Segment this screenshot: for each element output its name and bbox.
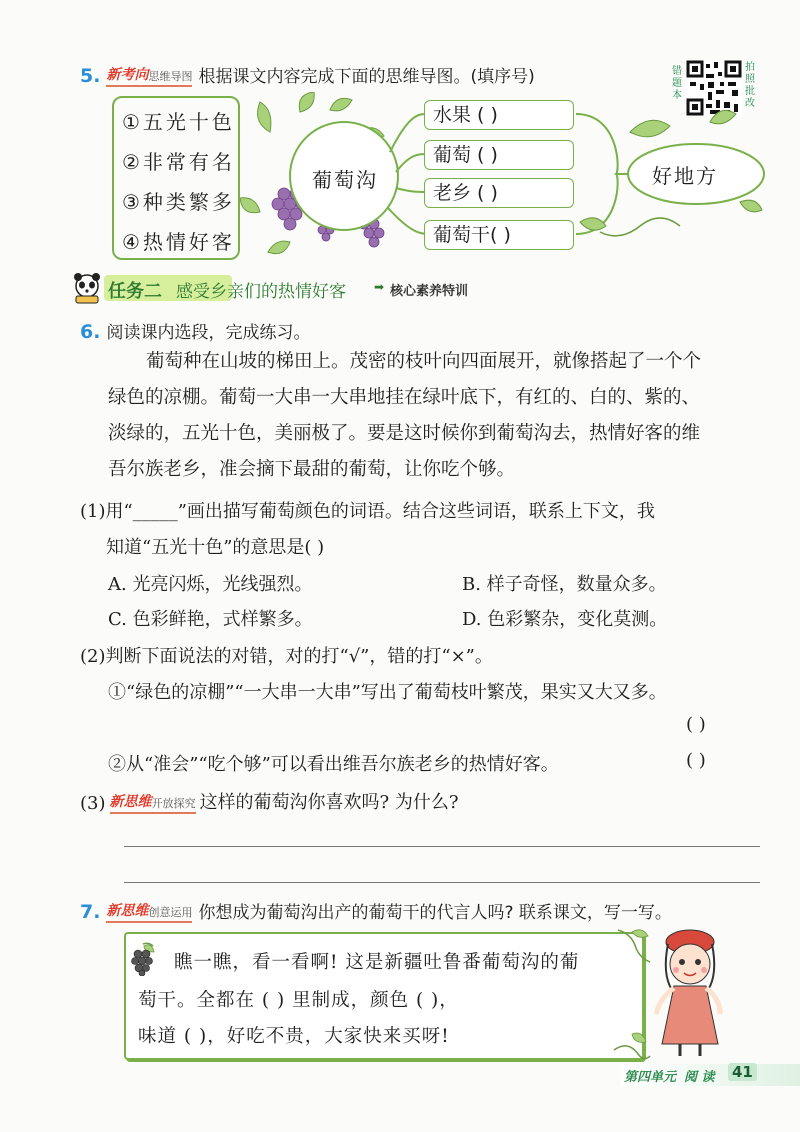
mindmap-center: 葡萄沟 xyxy=(312,168,378,192)
task2-subtitle: 核心素养特训 xyxy=(390,284,469,299)
q7-header xyxy=(80,898,672,923)
q6-part3-tag-sub: 开放探究 xyxy=(151,797,196,810)
q6-part2-item1-answer[interactable]: ( ) xyxy=(686,714,706,735)
passage-line-2: 绿色的凉棚。葡萄一大串一大串地挂在绿叶底下，有红的、白的、紫的、 xyxy=(108,387,701,408)
q7-ad-line-2: 萄干。全都在 ( ) 里制成，颜色 ( )， xyxy=(138,990,459,1011)
q6-part1 xyxy=(80,494,655,566)
mindmap-branch-grape: 葡萄 ( ) xyxy=(424,140,574,170)
mindmap-branch-raisin: 葡萄干( ) xyxy=(424,220,574,250)
q6-part1-line1: (1)用“_____”画出描写葡萄颜色的词语。结合这些词语，联系上下文，我 xyxy=(80,501,655,522)
q6-choice-a[interactable]: A. 光亮闪烁，光线强烈。 xyxy=(108,574,313,595)
q7-tag-main: 新思维 xyxy=(106,903,149,919)
q7-tag xyxy=(106,900,192,923)
q5-tag-main: 新考向 xyxy=(106,67,149,83)
mindmap-right-node: 好地方 xyxy=(652,164,718,188)
q7-ad-line-3: 味道 ( )，好吃不贵，大家快来买呀! xyxy=(138,1026,450,1047)
footer-unit: 第四单元 xyxy=(624,1070,677,1085)
q6-number: 6. xyxy=(80,321,101,343)
q6-part2: (2)判断下面说法的对错，对的打“√”，错的打“×”。 xyxy=(80,646,493,667)
q6-part3-prefix: (3) xyxy=(80,793,106,814)
qr-label-left: 错题本 xyxy=(672,66,682,101)
q7-number: 7. xyxy=(80,901,101,923)
q6-passage xyxy=(108,344,768,488)
q5-option-2: ②非常有名 xyxy=(122,150,235,174)
passage-line-3: 淡绿的，五光十色，美丽极了。要是这时候你到葡萄沟去，热情好客的维 xyxy=(108,423,701,444)
q6-prompt: 阅读课内选段，完成练习。 xyxy=(106,323,311,343)
q6-header xyxy=(80,318,310,343)
q5-options-box xyxy=(112,96,240,260)
q5-tag-sub: 思维导图 xyxy=(148,70,193,83)
q7-prompt: 你想成为葡萄沟出产的葡萄干的代言人吗? 联系课文，写一写。 xyxy=(198,903,672,923)
q6-part2-item2: ②从“准会”“吃个够”可以看出维吾尔族老乡的热情好客。 xyxy=(108,754,559,775)
q5-header xyxy=(80,62,535,87)
footer-section: 阅 读 xyxy=(684,1070,715,1085)
q6-part3 xyxy=(80,788,459,814)
q5-option-4: ④热情好客 xyxy=(122,230,235,254)
task2-title: 感受乡亲们的热情好客 xyxy=(176,282,346,302)
q5-number: 5. xyxy=(80,65,101,87)
q6-part2-item2-answer[interactable]: ( ) xyxy=(686,750,706,771)
q5-option-1: ①五光十色 xyxy=(122,110,235,134)
girl-illustration xyxy=(644,920,734,1060)
page-number: 41 xyxy=(728,1063,757,1081)
q6-part2-item1: ①“绿色的凉棚”“一大串一大串”写出了葡萄枝叶繁茂，果实又大又多。 xyxy=(108,682,667,703)
grape-icon xyxy=(130,942,156,976)
q6-part3-tag-main: 新思维 xyxy=(109,794,152,810)
q6-choice-b[interactable]: B. 样子奇怪，数量众多。 xyxy=(462,574,667,595)
q6-choice-c[interactable]: C. 色彩鲜艳，式样繁多。 xyxy=(108,609,313,630)
task2-label: 任务二 xyxy=(108,281,162,302)
answer-line-1[interactable] xyxy=(124,846,760,847)
q6-part3-tag xyxy=(110,791,196,814)
answer-line-2[interactable] xyxy=(124,882,760,883)
passage-line-4: 吾尔族老乡，准会摘下最甜的葡萄，让你吃个够。 xyxy=(108,459,516,480)
passage-line-1: 葡萄种在山坡的梯田上。茂密的枝叶向四面展开，就像搭起了一个个 xyxy=(146,351,702,372)
task2-arrow-icon: ➡ xyxy=(374,280,385,294)
q6-part3-text: 这样的葡萄沟你喜欢吗? 为什么? xyxy=(199,792,459,813)
panda-icon xyxy=(70,272,104,304)
q5-prompt: 根据课文内容完成下面的思维导图。(填序号) xyxy=(198,67,535,87)
task2-banner xyxy=(70,272,570,302)
qr-label-right: 拍照批改 xyxy=(745,62,755,109)
q5-tag xyxy=(106,64,192,87)
q6-choice-d[interactable]: D. 色彩繁杂，变化莫测。 xyxy=(462,609,668,630)
q5-option-3: ③种类繁多 xyxy=(122,190,235,214)
mindmap-branch-fruit: 水果 ( ) xyxy=(424,100,574,130)
mindmap-branch-villager: 老乡 ( ) xyxy=(424,178,574,208)
q7-tag-sub: 创意运用 xyxy=(148,906,193,919)
q7-ad-box xyxy=(124,932,644,1060)
q7-ad-line-1: 瞧一瞧，看一看啊! 这是新疆吐鲁番葡萄沟的葡 xyxy=(174,952,580,973)
q6-part1-line2: 知道“五光十色”的意思是( ) xyxy=(106,537,325,558)
